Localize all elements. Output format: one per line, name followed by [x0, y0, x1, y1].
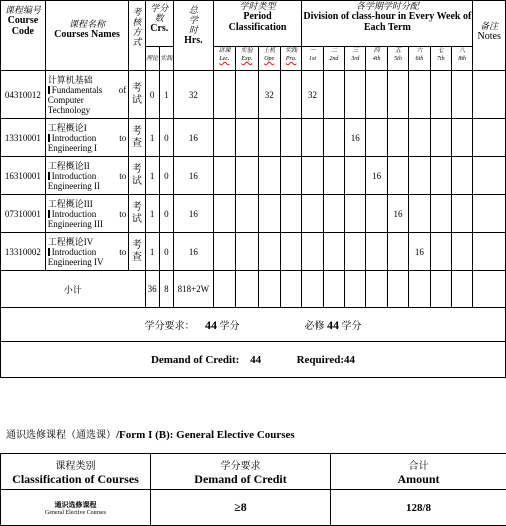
term-4-hours	[366, 71, 387, 119]
term-5-hours	[387, 71, 408, 119]
credit-requirement-cn: 学分要求： 44 学分 必修 44 学分	[1, 308, 506, 342]
term-4-hours	[366, 119, 387, 157]
term-8-hours	[451, 71, 472, 119]
header-course-name: 课程名称 Courses Names	[45, 1, 128, 71]
term-2-hours	[323, 157, 344, 195]
ope-hours	[258, 157, 280, 195]
term-1-hours: 32	[302, 71, 323, 119]
header-hours: 总学时 Hrs.	[174, 1, 214, 71]
pra-hours	[280, 71, 301, 119]
header-term-5: 五 5th	[387, 47, 408, 71]
term-7-hours	[430, 195, 451, 233]
term-1-hours	[302, 119, 323, 157]
header-notes: 备注 Notes	[473, 1, 506, 71]
exp-hours	[236, 157, 258, 195]
header-term-4: 四 4th	[366, 47, 387, 71]
total-hours: 16	[174, 157, 214, 195]
term-5-hours	[387, 119, 408, 157]
notes	[473, 157, 506, 195]
notes	[473, 71, 506, 119]
header-lec: 讲课 Lec.	[213, 47, 235, 71]
term-2-hours	[323, 119, 344, 157]
section-title: 通识选修课程（通选课）/Form I (B): General Elective Courses	[6, 426, 295, 441]
term-1-hours	[302, 195, 323, 233]
exp-hours	[236, 119, 258, 157]
header-term-7: 七 7th	[430, 47, 451, 71]
header-amount: 合计 Amount	[331, 454, 506, 490]
theory-credit: 1	[145, 119, 159, 157]
term-5-hours	[387, 233, 408, 271]
notes	[473, 119, 506, 157]
header-term-8: 八 8th	[451, 47, 472, 71]
header-period-classification: 学时类型 Period Classification	[213, 1, 302, 47]
term-8-hours	[451, 119, 472, 157]
header-credits: 学分数 Crs.	[145, 1, 174, 47]
term-6-hours	[409, 157, 430, 195]
course-name: 工程概论III Introduction to Engineering III	[45, 195, 128, 233]
elective-table	[0, 453, 506, 526]
credit-requirement-cn-row	[1, 308, 506, 342]
subtotal-hours: 818+2W	[174, 271, 214, 308]
elective-category: 通识选修课程 General Elective Courses	[1, 490, 151, 526]
elective-amount: 128/8	[331, 490, 506, 526]
term-3-hours: 16	[345, 119, 366, 157]
subtotal-theory: 36	[145, 271, 159, 308]
elective-credit: ≥8	[151, 490, 331, 526]
practice-credit: 1	[159, 71, 173, 119]
pra-hours	[280, 157, 301, 195]
total-hours: 32	[174, 71, 214, 119]
exp-hours	[236, 195, 258, 233]
term-6-hours	[409, 71, 430, 119]
table-row	[1, 119, 506, 157]
term-5-hours	[387, 157, 408, 195]
practice-credit: 0	[159, 119, 173, 157]
total-hours: 16	[174, 119, 214, 157]
term-7-hours	[430, 71, 451, 119]
lec-hours	[213, 233, 235, 271]
table-row	[1, 157, 506, 195]
total-hours: 16	[174, 233, 214, 271]
term-7-hours	[430, 119, 451, 157]
course-name: 工程概论II Introduction to Engineering II	[45, 157, 128, 195]
course-code: 13310001	[1, 119, 46, 157]
header-term-2: 二 2nd	[323, 47, 344, 71]
table-row	[1, 195, 506, 233]
subtotal-practice: 8	[159, 271, 173, 308]
course-code: 04310012	[1, 71, 46, 119]
assessment: 考查	[129, 119, 145, 157]
header-term-6: 六 6th	[409, 47, 430, 71]
table-row	[1, 490, 506, 526]
header-term-division: 各学期学时分配 Division of class-hour in Every Week of Each Term	[302, 1, 473, 47]
pra-hours	[280, 195, 301, 233]
term-8-hours	[451, 195, 472, 233]
ope-hours	[258, 195, 280, 233]
exp-hours	[236, 233, 258, 271]
course-code: 13310002	[1, 233, 46, 271]
term-8-hours	[451, 233, 472, 271]
notes	[473, 195, 506, 233]
lec-hours	[213, 71, 235, 119]
term-5-hours: 16	[387, 195, 408, 233]
header-classification: 课程类别 Classification of Courses	[1, 454, 151, 490]
assessment: 考查	[129, 233, 145, 271]
term-4-hours	[366, 233, 387, 271]
course-name: 工程概论IV Introduction to Engineering IV	[45, 233, 128, 271]
term-2-hours	[323, 71, 344, 119]
header-demand-credit: 学分要求 Demand of Credit	[151, 454, 331, 490]
term-6-hours: 16	[409, 233, 430, 271]
term-4-hours: 16	[366, 157, 387, 195]
term-3-hours	[345, 157, 366, 195]
term-3-hours	[345, 71, 366, 119]
subtotal-row	[1, 271, 506, 308]
lec-hours	[213, 157, 235, 195]
notes	[473, 233, 506, 271]
term-6-hours	[409, 119, 430, 157]
term-6-hours	[409, 195, 430, 233]
header-exp: 实验 Exp.	[236, 47, 258, 71]
course-code: 07310001	[1, 195, 46, 233]
ope-hours	[258, 233, 280, 271]
header-pra: 实践 Pra.	[280, 47, 301, 71]
credit-requirement-en-row	[1, 342, 506, 378]
table-row	[1, 71, 506, 119]
pra-hours	[280, 119, 301, 157]
course-name: 计算机基础 Fundamentals of Computer Technology	[45, 71, 128, 119]
term-3-hours	[345, 233, 366, 271]
pra-hours	[280, 233, 301, 271]
header-ope: 上机 Ope	[258, 47, 280, 71]
term-3-hours	[345, 195, 366, 233]
term-1-hours	[302, 157, 323, 195]
term-4-hours	[366, 195, 387, 233]
header-term-3: 三 3rd	[345, 47, 366, 71]
ope-hours: 32	[258, 71, 280, 119]
ope-hours	[258, 119, 280, 157]
exp-hours	[236, 71, 258, 119]
assessment: 考试	[129, 157, 145, 195]
total-hours: 16	[174, 195, 214, 233]
term-7-hours	[430, 233, 451, 271]
credit-requirement-en: Demand of Credit: 44 Required:44	[1, 342, 506, 378]
lec-hours	[213, 195, 235, 233]
assessment: 考试	[129, 71, 145, 119]
table-row	[1, 233, 506, 271]
theory-credit: 0	[145, 71, 159, 119]
course-name: 工程概论I Introduction to Engineering I	[45, 119, 128, 157]
term-1-hours	[302, 233, 323, 271]
assessment: 考试	[129, 195, 145, 233]
header-course-code: 课程编号 Course Code	[1, 1, 46, 71]
header-practice: 实践	[159, 47, 173, 71]
term-2-hours	[323, 195, 344, 233]
course-code: 16310001	[1, 157, 46, 195]
header-theory: 理论	[145, 47, 159, 71]
theory-credit: 1	[145, 157, 159, 195]
practice-credit: 0	[159, 233, 173, 271]
header-assessment: 考核方式	[129, 1, 145, 71]
term-7-hours	[430, 157, 451, 195]
term-2-hours	[323, 233, 344, 271]
header-term-1: 一 1st	[302, 47, 323, 71]
practice-credit: 0	[159, 195, 173, 233]
theory-credit: 1	[145, 195, 159, 233]
subtotal-label: 小计	[1, 271, 146, 308]
term-8-hours	[451, 157, 472, 195]
lec-hours	[213, 119, 235, 157]
practice-credit: 0	[159, 157, 173, 195]
theory-credit: 1	[145, 233, 159, 271]
